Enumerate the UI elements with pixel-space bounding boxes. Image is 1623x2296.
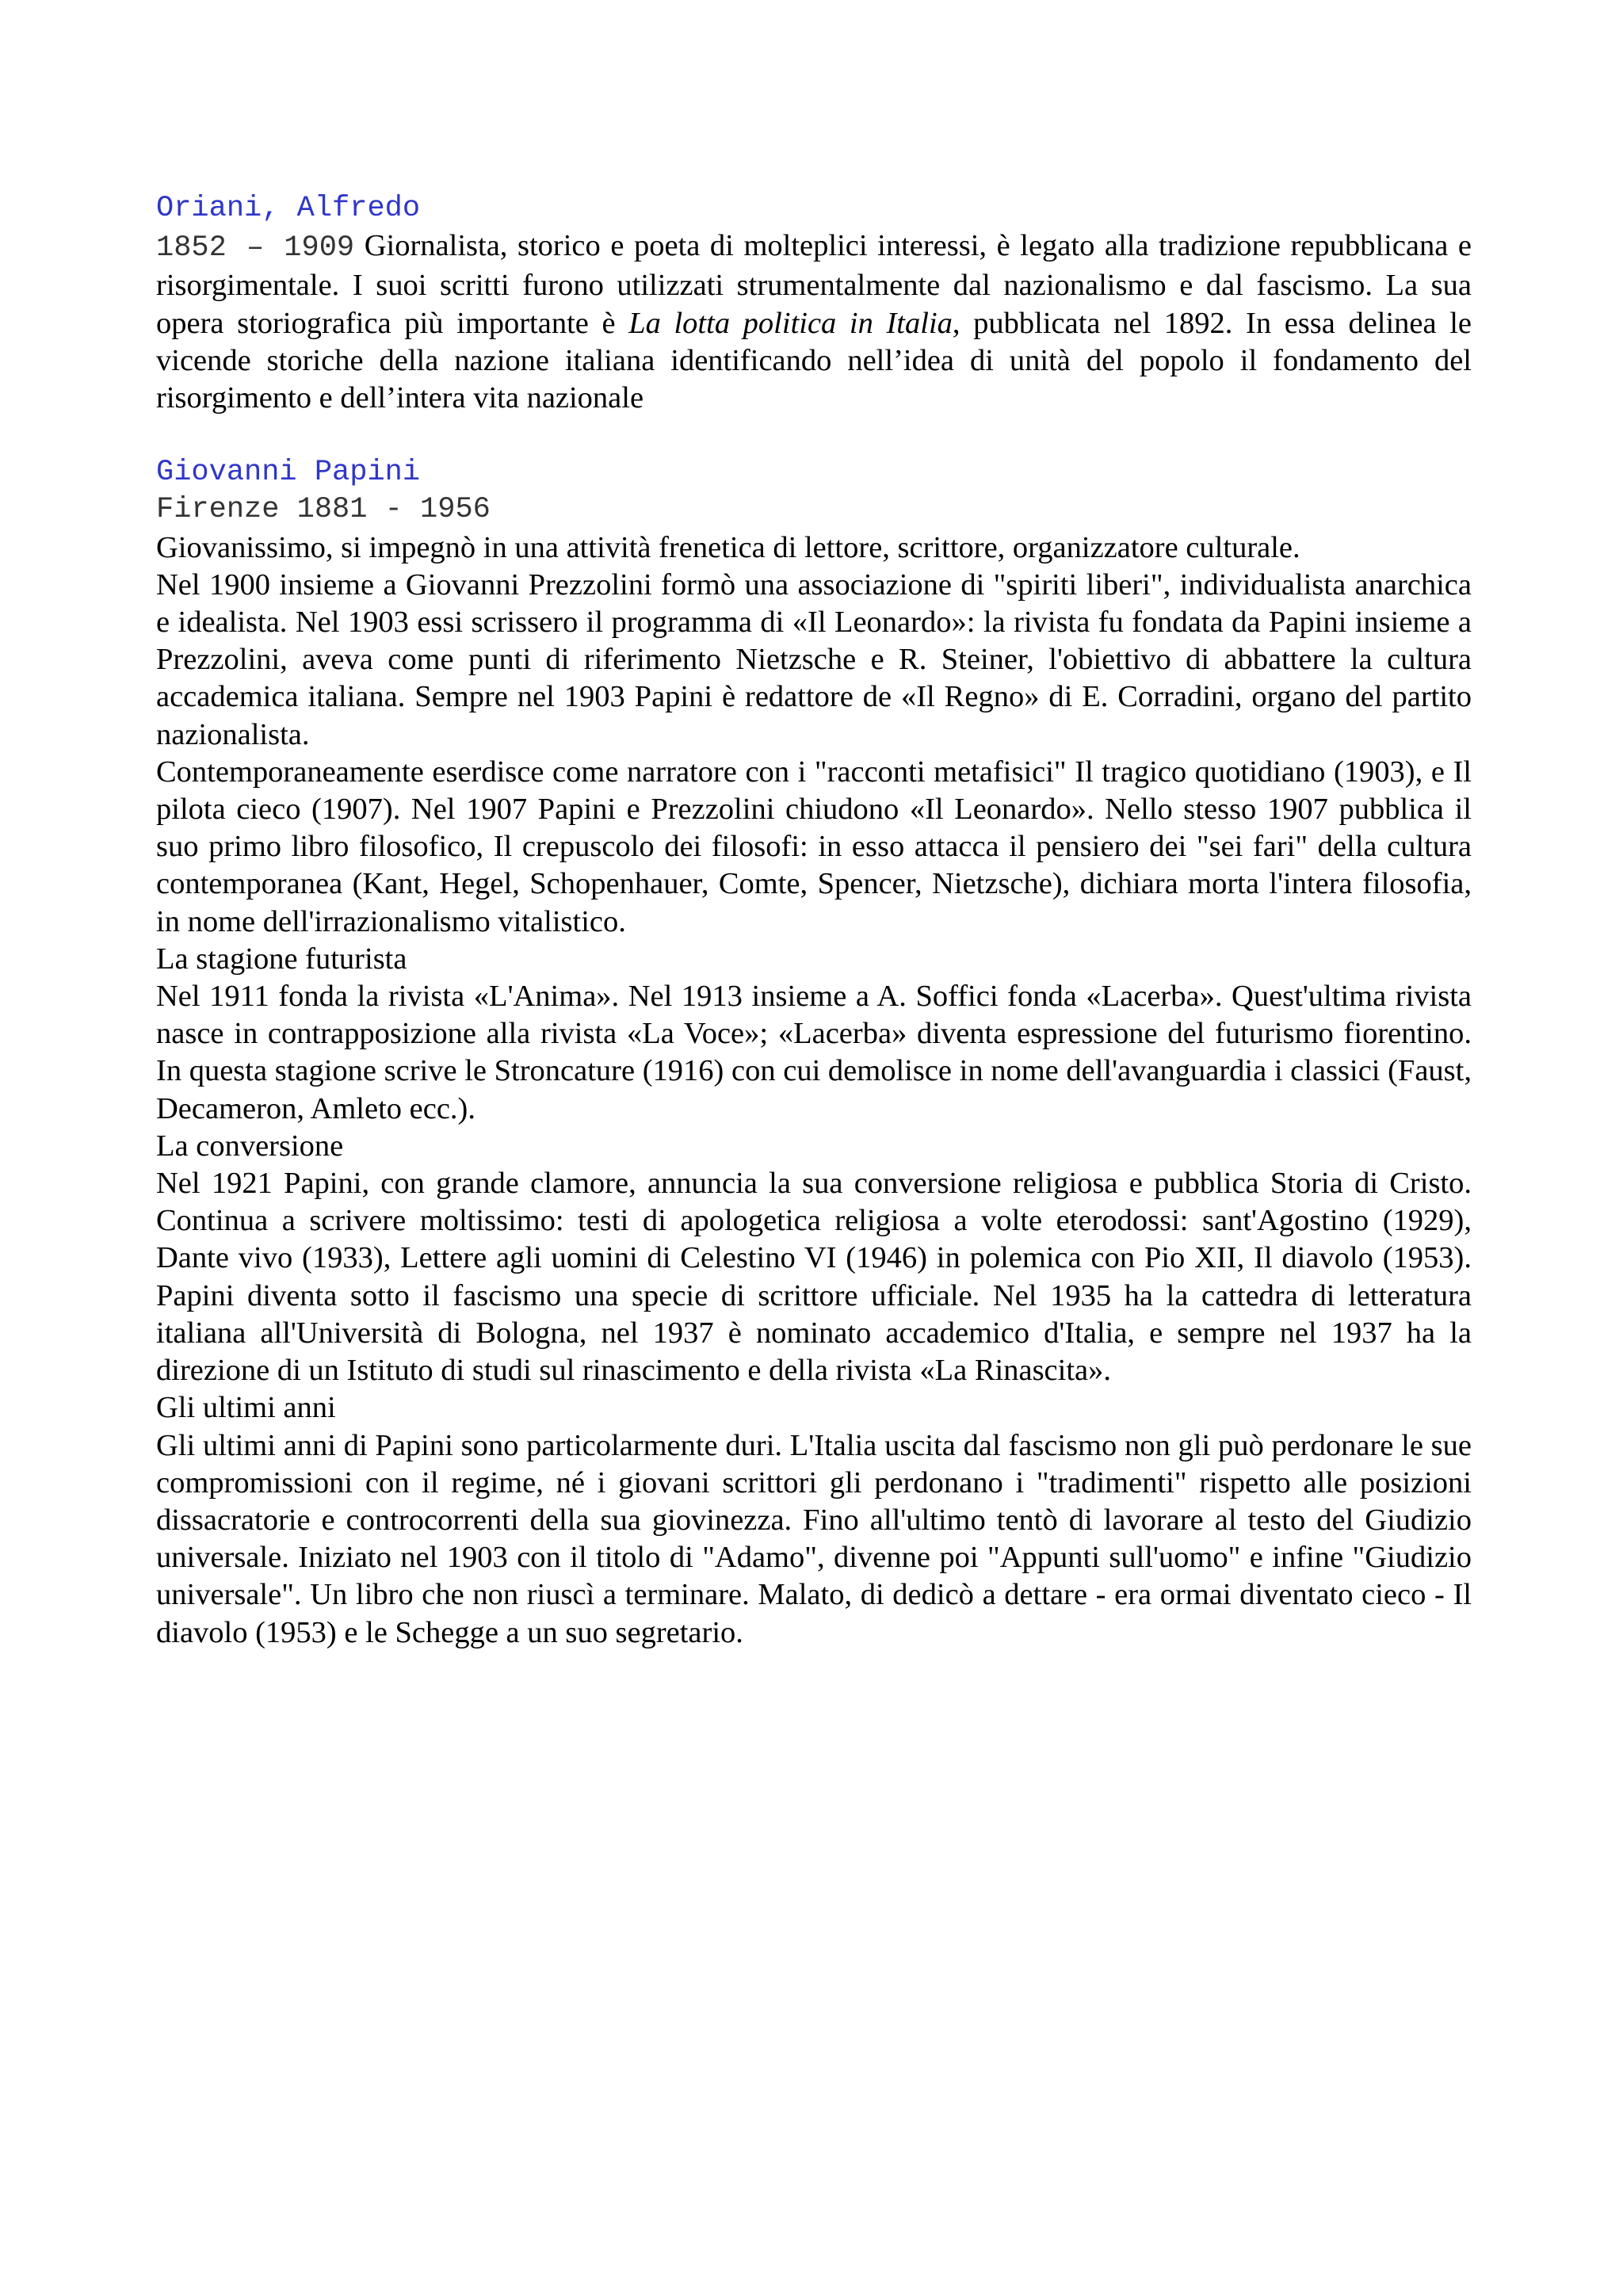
entry-dates: Firenze 1881 - 1956	[156, 493, 491, 527]
document-page	[156, 190, 1472, 1652]
entry-dates: 1852 – 1909	[156, 231, 355, 266]
section-heading: Gli ultimi anni	[156, 1391, 336, 1425]
paragraph: Contemporaneamente eserdisce come narratore con i "racconti metafisici" Il tragico quotidiano (1903), e Il pilota cieco (1907). Nel 1907 Papini e Prezzolini chiudono «Il Leonardo». Nello stesso 1907 pubblica il suo primo libro filosofico, Il crepuscolo dei filosofi: in esso attacca il pensiero dei "sei fari" della cultura contemporanea (Kant, Hegel, Schopenhauer, Comte, Spencer, Nietzsche), dichiara morta l'intera filosofia, in nome dell'irrazionalismo vitalistico.	[156, 755, 1472, 938]
entry-oriani	[156, 190, 1472, 417]
paragraph: Nel 1900 insieme a Giovanni Prezzolini formò una associazione di "spiriti liberi", individualista anarchica e idealista. Nel 1903 essi scrissero il programma di «Il Leonardo»: la rivista fu fondata da Papini insieme a Prezzolini, aveva come punti di riferimento Nietzsche e R. Steiner, l'obiettivo di abbattere la cultura accademica italiana. Sempre nel 1903 Papini è redattore de «Il Regno» di E. Corradini, organo del partito nazionalista.	[156, 567, 1472, 751]
paragraph: Nel 1921 Papini, con grande clamore, annuncia la sua conversione religiosa e pubblica Storia di Cristo. Continua a scrivere moltissimo: testi di apologetica religiosa a volte eterodossi: sant'Agostino (1929), Dante vivo (1933), Lettere agli uomini di Celestino VI (1946) in polemica con Pio XII, Il diavolo (1953). Papini diventa sotto il fascismo una specie di scrittore ufficiale. Nel 1935 ha la cattedra di letteratura italiana all'Università di Bologna, nel 1937 è nominato accademico d'Italia, e sempre nel 1937 ha la direzione di un Istituto di studi sul rinascimento e della rivista «La Rinascita».	[156, 1167, 1472, 1388]
entry-name: Giovanni Papini	[156, 456, 421, 490]
intro-text: Giornalista, storico e poeta di molteplici interessi, è legato alla tradizione repubblicana e risorgimentale. I suoi scritti furono utilizzati strumentalmente dal nazionalismo e dal fascismo. La sua opera storiografica più importante è	[156, 229, 1472, 340]
paragraph: Gli ultimi anni di Papini sono particolarmente duri. L'Italia uscita dal fascismo non gli può perdonare le sue compromissioni con il regime, né i giovani scrittori gli perdonano i "tradimenti" rispetto alle posizioni dissacratorie e controcorrenti della sua giovinezza. Fino all'ultimo tentò di lavorare al testo del Giudizio universale. Iniziato nel 1903 con il titolo di "Adamo", divenne poi "Appunti sull'uomo" e infine "Giudizio universale". Un libro che non riuscì a terminare. Malato, di dedicò a dettare - era ormai diventato cieco - Il diavolo (1953) e le Schegge a un suo segretario.	[156, 1428, 1472, 1649]
section-heading: La stagione futurista	[156, 942, 407, 976]
entry-papini	[156, 454, 1472, 1652]
paragraph: Nel 1911 fonda la rivista «L'Anima». Nel 1913 insieme a A. Soffici fonda «Lacerba». Quest'ultima rivista nasce in contrapposizione alla rivista «La Voce»; «Lacerba» diventa espressione del futurismo fiorentino. In questa stagione scrive le Stroncature (1916) con cui demolisce in nome dell'avanguardia i classici (Faust, Decameron, Amleto ecc.).	[156, 980, 1472, 1125]
intro-text-continued: , pubblicata nel 1892. In essa delinea le vicende storiche della nazione italiana identificando nell’idea di unità del popolo il fondamento del risorgimento e dell’intera vita nazionale	[156, 306, 1472, 415]
entry-name: Oriani, Alfredo	[156, 192, 421, 225]
book-title: La lotta politica in Italia	[628, 306, 953, 340]
section-heading: La conversione	[156, 1129, 344, 1163]
paragraph: Giovanissimo, si impegnò in una attività frenetica di lettore, scrittore, organizzatore culturale.	[156, 530, 1300, 564]
entry-intro	[156, 227, 1472, 417]
